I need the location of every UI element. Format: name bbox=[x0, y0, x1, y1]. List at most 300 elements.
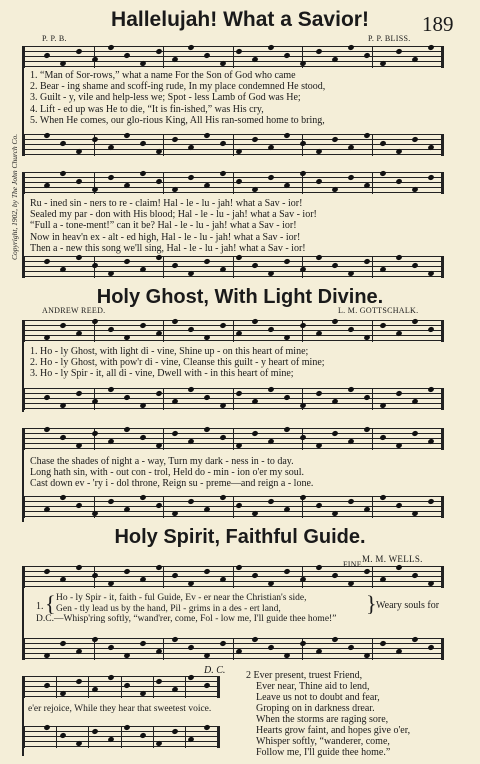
note-head bbox=[251, 136, 258, 143]
note-head bbox=[139, 322, 146, 329]
note-head bbox=[75, 502, 82, 509]
staff-line bbox=[24, 149, 444, 150]
note-head bbox=[251, 572, 258, 579]
note-head bbox=[107, 498, 114, 505]
bar-line bbox=[24, 134, 25, 156]
staff-treble bbox=[24, 46, 444, 68]
note-head bbox=[171, 430, 178, 437]
refrain-line: Then a - new this song we'll sing, Hal - le - lu - jah! what a Sav - ior! bbox=[30, 242, 306, 254]
bar-line bbox=[233, 496, 234, 518]
note-head bbox=[43, 568, 50, 575]
note-head bbox=[59, 434, 66, 441]
bar-line bbox=[233, 566, 234, 588]
note-head bbox=[347, 44, 354, 51]
note-head bbox=[283, 132, 290, 139]
note-head bbox=[139, 640, 146, 647]
staff-line bbox=[24, 187, 444, 188]
bar-line bbox=[233, 638, 234, 660]
note-head bbox=[203, 724, 210, 731]
note-head bbox=[155, 564, 162, 571]
final-bar bbox=[441, 496, 444, 518]
note-head bbox=[43, 426, 50, 433]
bar-line bbox=[372, 388, 373, 410]
bar-line bbox=[233, 256, 234, 278]
note-head bbox=[139, 140, 146, 147]
hymn1-music-by: P. P. BLISS. bbox=[368, 34, 411, 43]
refrain-line: Now in heav'n ex - alt - ed high, Hal - le - lu - jah! what a Sav - ior! bbox=[30, 231, 301, 243]
note-head bbox=[235, 390, 242, 397]
staff-bass bbox=[24, 726, 220, 748]
note-head bbox=[139, 434, 146, 441]
bar-line bbox=[233, 134, 234, 156]
note-head bbox=[203, 682, 210, 689]
staff-line bbox=[24, 340, 444, 341]
note-head bbox=[299, 170, 306, 177]
note-head bbox=[203, 568, 210, 575]
staff-line bbox=[24, 658, 444, 659]
staff-treble bbox=[24, 566, 444, 588]
bar-line bbox=[163, 566, 164, 588]
bar-line bbox=[233, 320, 234, 342]
hymn3-verse-number: 1. bbox=[36, 601, 44, 612]
note-head bbox=[91, 318, 98, 325]
note-head bbox=[171, 262, 178, 269]
staff-line bbox=[24, 335, 444, 336]
note-head bbox=[411, 318, 418, 325]
note-head bbox=[123, 258, 130, 265]
note-head bbox=[267, 644, 274, 651]
staff-line bbox=[24, 56, 444, 57]
staff-line bbox=[24, 638, 444, 639]
note-head bbox=[315, 48, 322, 55]
note-head bbox=[299, 494, 306, 501]
note-head bbox=[187, 386, 194, 393]
note-head bbox=[43, 52, 50, 59]
bar-line bbox=[372, 496, 373, 518]
note-head bbox=[299, 640, 306, 647]
staff-line bbox=[24, 46, 444, 47]
verse-line: 2. Ho - ly Ghost, with pow'r di - vine, Cleanse this guilt - y heart of mine; bbox=[30, 357, 325, 369]
note-head bbox=[267, 44, 274, 51]
note-head bbox=[363, 132, 370, 139]
note-head bbox=[75, 254, 82, 261]
bar-line bbox=[372, 638, 373, 660]
staff-bass bbox=[24, 496, 444, 518]
note-head bbox=[411, 572, 418, 579]
note-head bbox=[219, 640, 226, 647]
note-head bbox=[219, 170, 226, 177]
note-head bbox=[315, 178, 322, 185]
note-head bbox=[411, 262, 418, 269]
bar-line bbox=[24, 676, 25, 698]
staff-line bbox=[24, 566, 444, 567]
note-head bbox=[171, 728, 178, 735]
note-head bbox=[347, 386, 354, 393]
staff-line bbox=[24, 731, 220, 732]
bar-line bbox=[153, 676, 154, 698]
note-head bbox=[107, 644, 114, 651]
note-head bbox=[123, 568, 130, 575]
note-head bbox=[43, 394, 50, 401]
staff-line bbox=[24, 330, 444, 331]
staff-line bbox=[24, 154, 444, 155]
note-head bbox=[395, 502, 402, 509]
hymn3-music-by: M. M. WELLS. bbox=[362, 554, 423, 564]
note-head bbox=[267, 174, 274, 181]
hymn3-last-line: e'er rejoice, While they hear that sweetest voice. bbox=[28, 704, 212, 714]
bar-line bbox=[163, 172, 164, 194]
staff-bass bbox=[24, 134, 444, 156]
note-head bbox=[91, 636, 98, 643]
verse-line: 2. Bear - ing shame and scoff-ing rude, In my place condemned He stood, bbox=[30, 81, 326, 93]
note-head bbox=[155, 254, 162, 261]
note-head bbox=[43, 258, 50, 265]
bar-line bbox=[24, 256, 25, 278]
bar-line bbox=[163, 46, 164, 68]
bar-line bbox=[233, 46, 234, 68]
note-head bbox=[331, 318, 338, 325]
bar-line bbox=[233, 388, 234, 410]
final-bar bbox=[217, 676, 220, 698]
final-bar bbox=[441, 566, 444, 588]
staff-treble bbox=[24, 320, 444, 342]
note-head bbox=[363, 568, 370, 575]
staff-line bbox=[24, 261, 444, 262]
note-head bbox=[299, 322, 306, 329]
bar-line bbox=[163, 134, 164, 156]
note-head bbox=[59, 640, 66, 647]
note-head bbox=[251, 262, 258, 269]
bar-line bbox=[153, 726, 154, 748]
note-head bbox=[107, 386, 114, 393]
final-bar bbox=[441, 256, 444, 278]
note-head bbox=[315, 502, 322, 509]
final-bar bbox=[217, 726, 220, 748]
staff-treble bbox=[24, 676, 220, 698]
verse2-line: Leave us not to doubt and fear, bbox=[256, 692, 380, 703]
note-head bbox=[315, 390, 322, 397]
note-head bbox=[331, 136, 338, 143]
final-bar bbox=[441, 134, 444, 156]
staff-line bbox=[24, 686, 220, 687]
bar-line bbox=[233, 428, 234, 450]
bar-line bbox=[372, 172, 373, 194]
staff-line bbox=[24, 398, 444, 399]
staff-line bbox=[24, 516, 444, 517]
note-head bbox=[187, 674, 194, 681]
note-head bbox=[107, 674, 114, 681]
note-head bbox=[427, 498, 434, 505]
bar-line bbox=[88, 676, 89, 698]
note-head bbox=[75, 48, 82, 55]
bar-line bbox=[185, 726, 186, 748]
copyright-notice: Copyright, 1902, by The John Church Co. bbox=[10, 133, 19, 260]
staff-bass bbox=[24, 638, 444, 660]
verse2-line: When the storms are raging sore, bbox=[256, 714, 389, 725]
note-head bbox=[347, 498, 354, 505]
note-head bbox=[171, 136, 178, 143]
staff-line bbox=[24, 448, 444, 449]
final-bar bbox=[441, 428, 444, 450]
note-head bbox=[427, 386, 434, 393]
note-head bbox=[187, 326, 194, 333]
staff-line bbox=[24, 746, 220, 747]
bar-line bbox=[24, 726, 25, 748]
staff-line bbox=[24, 388, 444, 389]
note-head bbox=[315, 254, 322, 261]
staff-line bbox=[24, 586, 444, 587]
note-head bbox=[107, 326, 114, 333]
staff-line bbox=[24, 393, 444, 394]
note-head bbox=[203, 426, 210, 433]
note-head bbox=[187, 44, 194, 51]
note-head bbox=[379, 640, 386, 647]
note-head bbox=[235, 502, 242, 509]
note-head bbox=[219, 140, 226, 147]
note-head bbox=[123, 724, 130, 731]
staff-line bbox=[24, 276, 444, 277]
note-head bbox=[411, 430, 418, 437]
note-head bbox=[91, 262, 98, 269]
verse-line: 3. Guilt - y, vile and help-less we; Spot - less Lamb of God was He; bbox=[30, 92, 301, 104]
note-head bbox=[59, 322, 66, 329]
note-head bbox=[171, 318, 178, 325]
verse-line: 5. When He comes, our glo-rious King, All His ran-somed home to bring, bbox=[30, 114, 325, 126]
note-head bbox=[139, 732, 146, 739]
staff-line bbox=[24, 648, 444, 649]
bar-line bbox=[24, 496, 25, 518]
note-head bbox=[331, 636, 338, 643]
note-head bbox=[251, 318, 258, 325]
staff-line bbox=[24, 51, 444, 52]
staff-line bbox=[24, 428, 444, 429]
staff-line bbox=[24, 134, 444, 135]
hymn3-verse2 bbox=[246, 670, 410, 758]
note-head bbox=[379, 434, 386, 441]
bar-line bbox=[163, 256, 164, 278]
note-head bbox=[347, 174, 354, 181]
note-head bbox=[203, 258, 210, 265]
note-head bbox=[75, 178, 82, 185]
hymn3-right-text: Weary souls for bbox=[376, 600, 440, 611]
note-head bbox=[283, 258, 290, 265]
bar-line bbox=[372, 566, 373, 588]
staff-treble bbox=[24, 428, 444, 450]
bar-line bbox=[163, 638, 164, 660]
note-head bbox=[299, 140, 306, 147]
staff-line bbox=[24, 506, 444, 507]
staff-line bbox=[24, 139, 444, 140]
staff-line bbox=[24, 320, 444, 321]
bar-line bbox=[372, 428, 373, 450]
hymn2-title: Holy Ghost, With Light Divine. bbox=[96, 286, 384, 308]
bar-line bbox=[24, 638, 25, 660]
hymn1-verses bbox=[30, 70, 325, 126]
note-head bbox=[75, 390, 82, 397]
dc-mark: D. C. bbox=[204, 665, 226, 676]
note-head bbox=[187, 498, 194, 505]
note-head bbox=[91, 430, 98, 437]
note-head bbox=[139, 494, 146, 501]
verse-line: Long hath sin, with - out con - trol, Held do - min - ion o'er my soul. bbox=[30, 467, 304, 479]
verse-line: 3. Ho - ly Spir - it, all di - vine, Dwell with - in this heart of mine; bbox=[30, 368, 294, 380]
bar-line bbox=[372, 134, 373, 156]
note-head bbox=[219, 494, 226, 501]
note-head bbox=[43, 682, 50, 689]
bar-line bbox=[372, 320, 373, 342]
bar-line bbox=[56, 676, 57, 698]
note-head bbox=[123, 394, 130, 401]
hymn2-second bbox=[30, 456, 313, 490]
note-head bbox=[155, 678, 162, 685]
bar-line bbox=[88, 726, 89, 748]
note-head bbox=[187, 644, 194, 651]
note-head bbox=[91, 136, 98, 143]
bar-line bbox=[24, 428, 25, 450]
note-head bbox=[123, 426, 130, 433]
note-head bbox=[363, 426, 370, 433]
note-head bbox=[379, 494, 386, 501]
bar-line bbox=[24, 388, 25, 410]
note-head bbox=[123, 682, 130, 689]
staff-line bbox=[24, 443, 444, 444]
brace-glyph: { bbox=[45, 591, 56, 616]
final-bar bbox=[441, 638, 444, 660]
note-head bbox=[379, 322, 386, 329]
staff-line bbox=[24, 681, 220, 682]
refrain-line: “Full a - tone-ment!” can it be? Hal - le - lu - jah! what a Sav - ior! bbox=[30, 220, 297, 232]
staff-line bbox=[24, 433, 444, 434]
bar-line bbox=[24, 46, 25, 68]
note-head bbox=[427, 644, 434, 651]
note-head bbox=[59, 170, 66, 177]
note-head bbox=[219, 434, 226, 441]
note-head bbox=[427, 326, 434, 333]
verse-line: 1. “Man of Sor-rows,” what a name For the Son of God who came bbox=[30, 70, 296, 81]
note-head bbox=[75, 564, 82, 571]
staff-line bbox=[24, 192, 444, 193]
hymn2-verses bbox=[30, 346, 325, 380]
note-head bbox=[59, 732, 66, 739]
bar-line bbox=[24, 320, 25, 342]
staff-line bbox=[24, 653, 444, 654]
note-head bbox=[43, 132, 50, 139]
staff-line bbox=[24, 182, 444, 183]
bar-line bbox=[163, 388, 164, 410]
note-head bbox=[363, 394, 370, 401]
note-head bbox=[107, 174, 114, 181]
bar-line bbox=[163, 428, 164, 450]
note-head bbox=[299, 434, 306, 441]
note-head bbox=[267, 326, 274, 333]
note-head bbox=[411, 136, 418, 143]
note-head bbox=[235, 564, 242, 571]
note-head bbox=[91, 572, 98, 579]
verse2-line: 2 Ever present, truest Friend, bbox=[246, 670, 363, 681]
brace-glyph: } bbox=[366, 591, 377, 616]
fine-mark: FINE. bbox=[343, 560, 365, 569]
note-head bbox=[395, 564, 402, 571]
verse-line: Cast down ev - 'ry i - dol throne, Reign su - preme—and reign a - lone. bbox=[30, 478, 314, 490]
staff-line bbox=[24, 691, 220, 692]
hymn3-lines bbox=[56, 593, 307, 615]
staff-bass bbox=[24, 388, 444, 410]
note-head bbox=[187, 174, 194, 181]
note-head bbox=[219, 322, 226, 329]
note-head bbox=[203, 52, 210, 59]
staff-treble bbox=[24, 172, 444, 194]
note-head bbox=[155, 178, 162, 185]
hymn1-title: Hallelujah! What a Savior! bbox=[111, 8, 369, 31]
note-head bbox=[123, 52, 130, 59]
note-head bbox=[139, 170, 146, 177]
verse2-line: Groping on in darkness drear. bbox=[256, 703, 375, 714]
note-head bbox=[427, 174, 434, 181]
note-head bbox=[171, 572, 178, 579]
staff-bass bbox=[24, 256, 444, 278]
note-head bbox=[123, 132, 130, 139]
verse2-line: Ever near, Thine aid to lend, bbox=[256, 681, 370, 692]
hymn3-dc-line: D.C.—Whisp'ring softly, “wand'rer, come, Fol - low me, I'll guide thee home!” bbox=[36, 614, 337, 624]
note-head bbox=[251, 636, 258, 643]
bar-line bbox=[163, 320, 164, 342]
note-head bbox=[363, 52, 370, 59]
note-head bbox=[75, 678, 82, 685]
hymn3-title: Holy Spirit, Faithful Guide. bbox=[114, 526, 366, 548]
hymn2-music-by: L. M. GOTTSCHALK. bbox=[338, 306, 419, 315]
note-head bbox=[395, 254, 402, 261]
note-head bbox=[395, 48, 402, 55]
note-head bbox=[427, 44, 434, 51]
staff-line bbox=[24, 256, 444, 257]
note-head bbox=[331, 430, 338, 437]
note-head bbox=[283, 52, 290, 59]
note-head bbox=[155, 390, 162, 397]
staff-line bbox=[24, 696, 220, 697]
note-head bbox=[203, 394, 210, 401]
note-head bbox=[379, 170, 386, 177]
verse-line: Ho - ly Spir - it, faith - ful Guide, Ev - er near the Christian's side, bbox=[56, 593, 307, 603]
note-head bbox=[171, 636, 178, 643]
note-head bbox=[283, 568, 290, 575]
note-head bbox=[59, 140, 66, 147]
note-head bbox=[363, 258, 370, 265]
note-head bbox=[91, 728, 98, 735]
note-head bbox=[395, 178, 402, 185]
note-head bbox=[155, 502, 162, 509]
verse2-line: Hearts grow faint, and hopes give o'er, bbox=[256, 725, 411, 736]
note-head bbox=[267, 386, 274, 393]
note-head bbox=[251, 430, 258, 437]
note-head bbox=[347, 326, 354, 333]
page-number: 189 bbox=[422, 12, 454, 36]
bar-line bbox=[233, 172, 234, 194]
verse-line: 1. Ho - ly Ghost, with light di - vine, Shine up - on this heart of mine; bbox=[30, 346, 309, 357]
note-head bbox=[347, 644, 354, 651]
note-head bbox=[379, 140, 386, 147]
hymn1-words-by: P. P. B. bbox=[42, 34, 67, 43]
bar-line bbox=[372, 256, 373, 278]
staff-line bbox=[24, 511, 444, 512]
note-head bbox=[43, 724, 50, 731]
verse-line: 4. Lift - ed up was He to die, “It is fin-ished,” was His cry, bbox=[30, 103, 264, 115]
final-bar bbox=[441, 320, 444, 342]
final-bar bbox=[441, 388, 444, 410]
note-head bbox=[411, 636, 418, 643]
note-head bbox=[331, 262, 338, 269]
hymn1-refrain bbox=[30, 198, 317, 254]
bar-line bbox=[372, 46, 373, 68]
